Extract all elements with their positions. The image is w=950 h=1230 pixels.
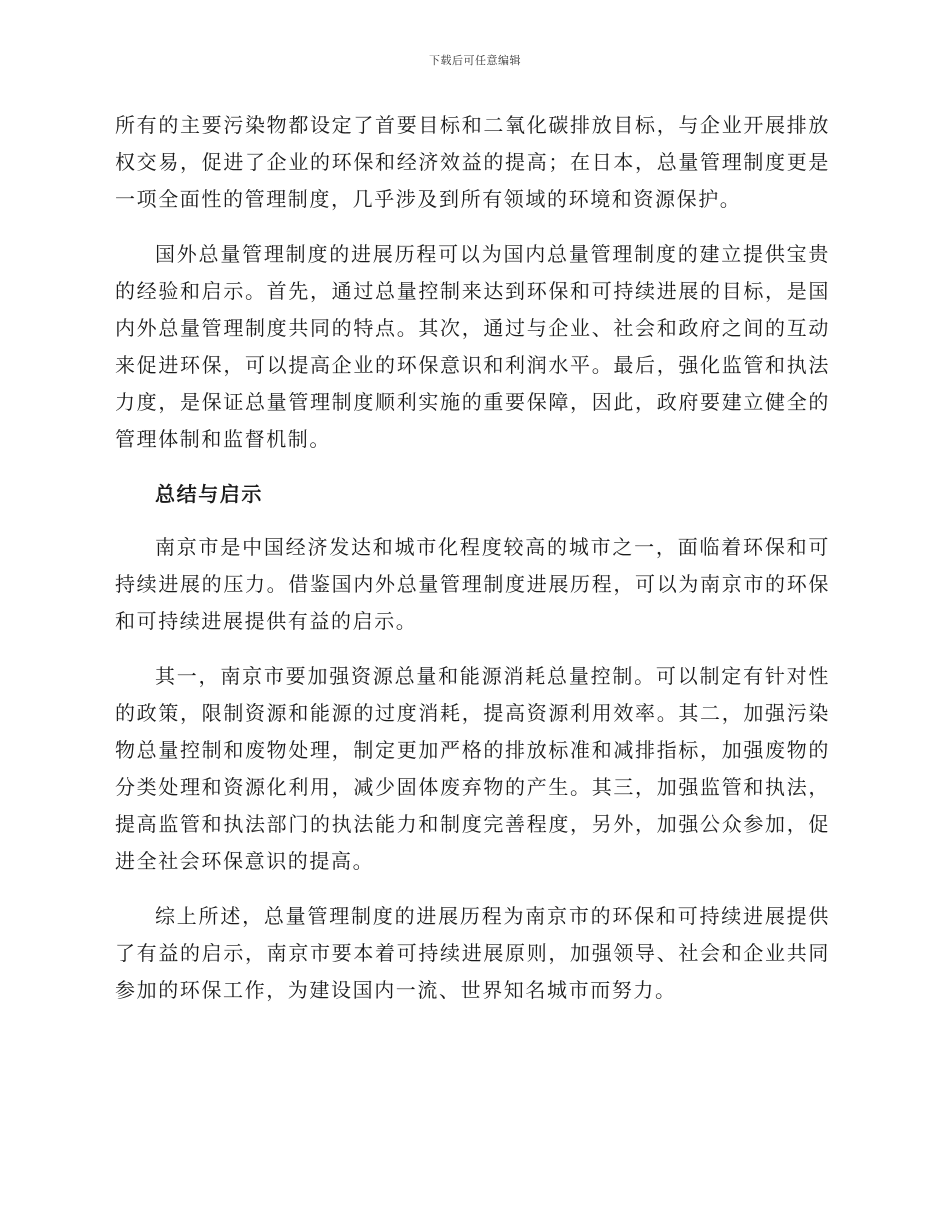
paragraph-nanjing-measures: 其一，南京市要加强资源总量和能源消耗总量控制。可以制定有针对性的政策，限制资源和能源的过度消耗，提高资源利用效率。其二，加强污染物总量控制和废物处理，制定更加严格的排放标准和减排指标，加强废物的分类处理和资源化利用，减少固体废弃物的产生。其三，加强监管和执法，提高监管和执法部门的执法能力和制度完善程度，另外，加强公众参加，促进全社会环保意识的提高。 (115, 664, 830, 873)
paragraph-conclusion: 综上所述，总量管理制度的进展历程为南京市的环保和可持续进展提供了有益的启示，南京市要本着可持续进展原则，加强领导、社会和企业共同参加的环保工作，为建设国内一流、世界知名城市而努力。 (115, 904, 830, 1002)
paragraph-continuation: 所有的主要污染物都设定了首要目标和二氧化碳排放目标，与企业开展排放权交易，促进了企业的环保和经济效益的提高；在日本，总量管理制度更是一项全面性的管理制度，几乎涉及到所有领域的环境和资源保护。 (115, 113, 830, 211)
document-body (115, 107, 830, 1027)
page-header: 下载后可任意编辑 (429, 54, 521, 67)
section-heading: 总结与启示 (155, 482, 263, 506)
paragraph-foreign-experience: 国外总量管理制度的进展历程可以为国内总量管理制度的建立提供宝贵的经验和启示。首先，通过总量控制来达到环保和可持续进展的目标，是国内外总量管理制度共同的特点。其次，通过与企业、社会和政府之间的互动来促进环保，可以提高企业的环保意识和利润水平。最后，强化监管和执法力度，是保证总量管理制度顺利实施的重要保障，因此，政府要建立健全的管理体制和监督机制。 (115, 242, 830, 451)
paragraph-nanjing-intro: 南京市是中国经济发达和城市化程度较高的城市之一，面临着环保和可持续进展的压力。借鉴国内外总量管理制度进展历程，可以为南京市的环保和可持续进展提供有益的启示。 (115, 535, 830, 633)
